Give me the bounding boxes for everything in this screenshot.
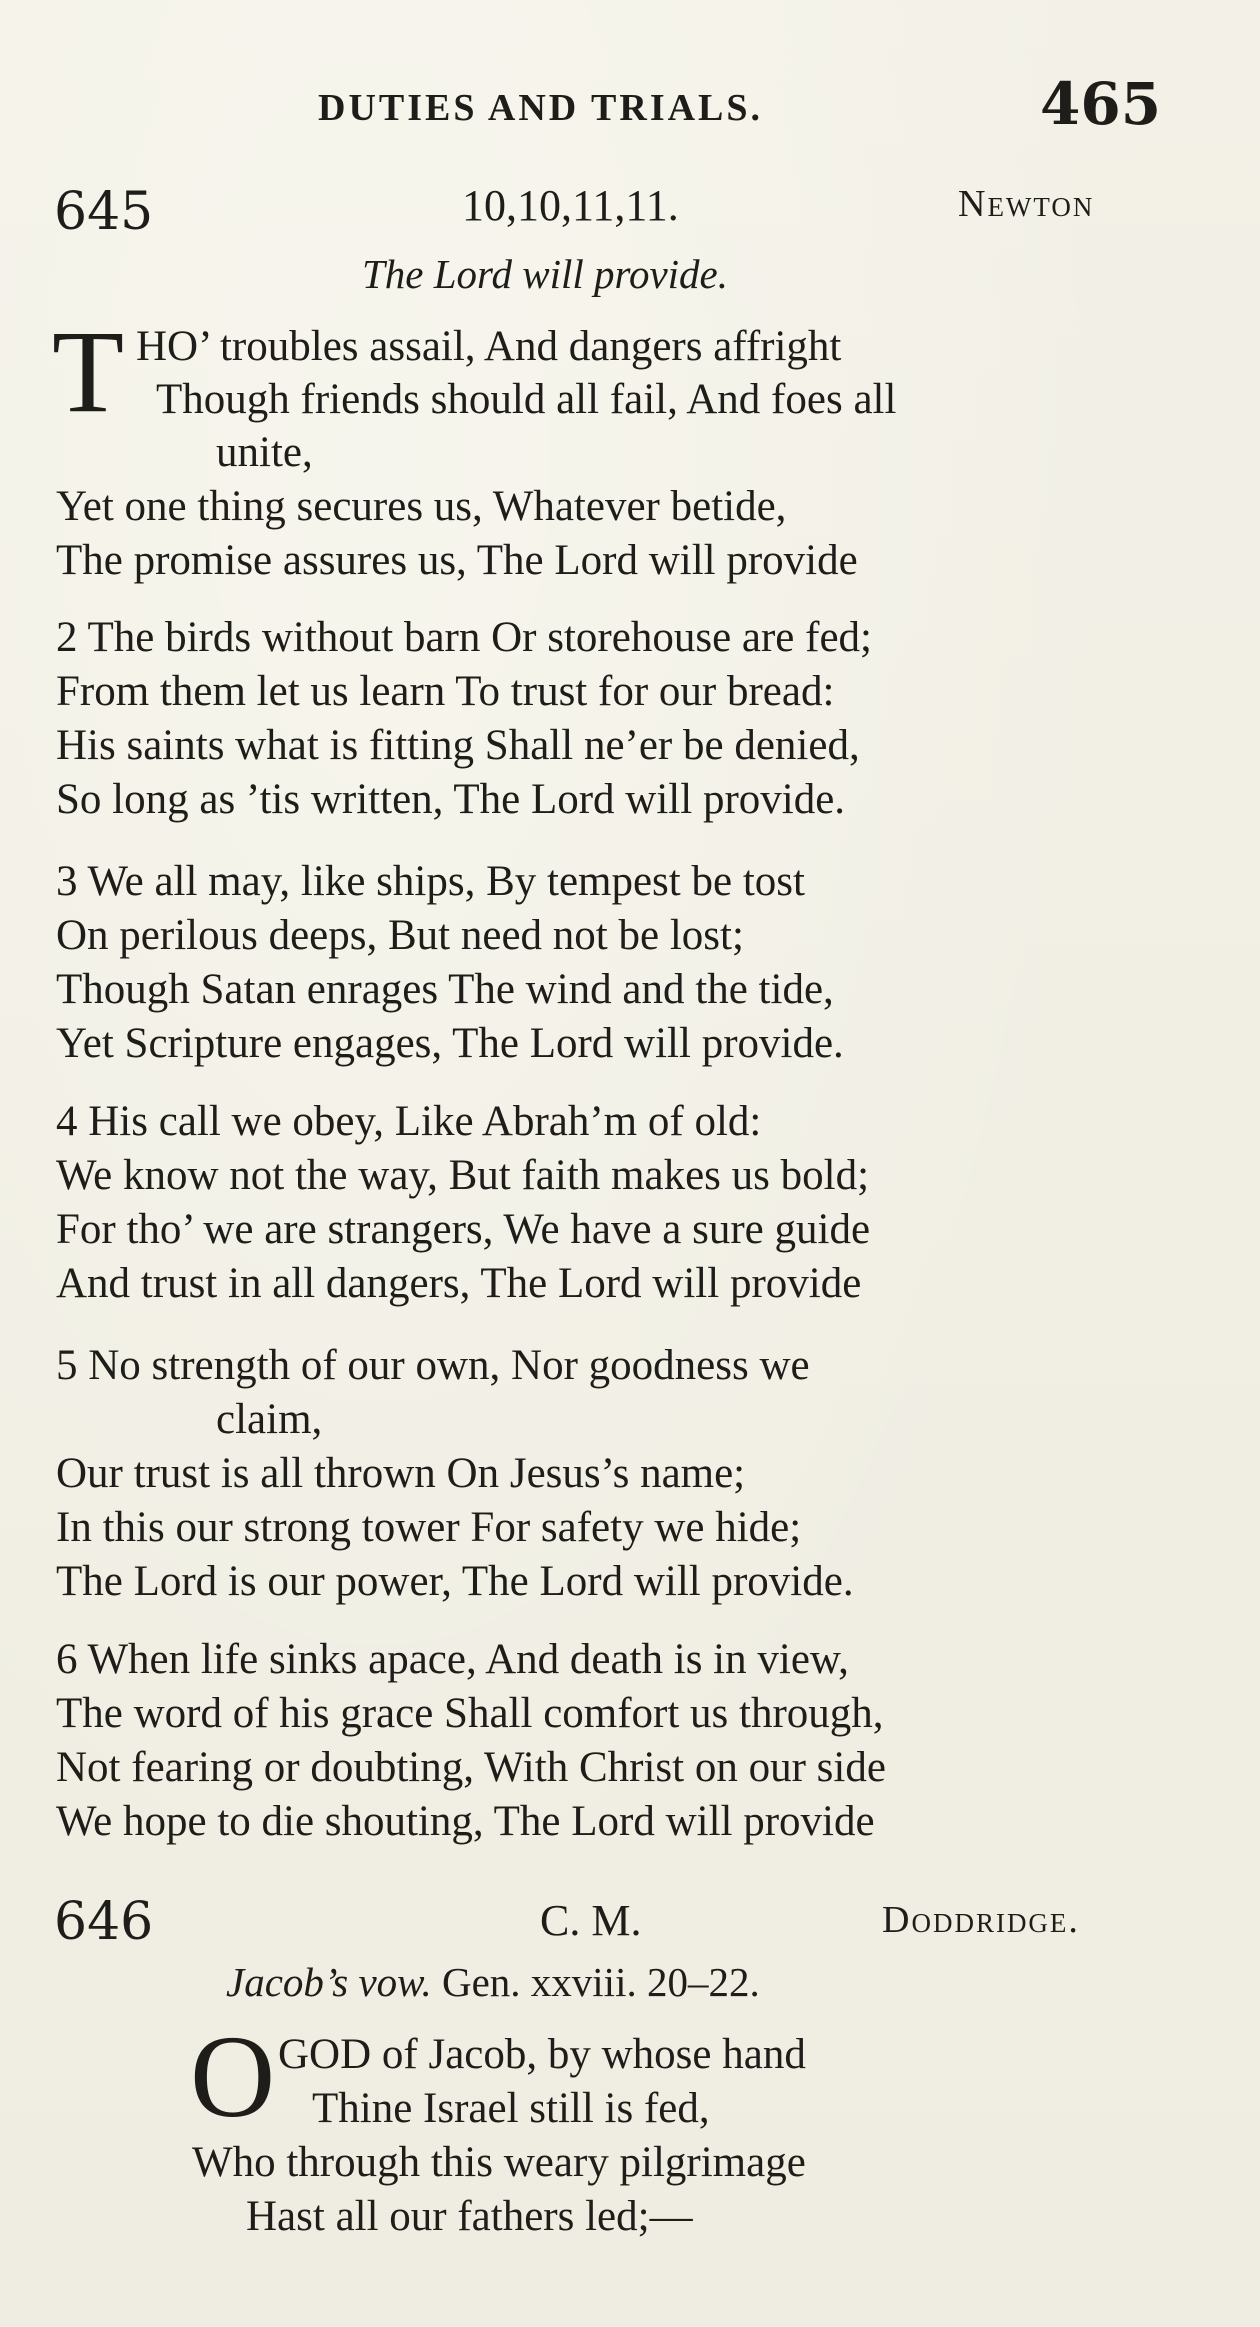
drop-cap: O — [190, 2011, 276, 2142]
hymn-tune: Newton — [958, 183, 1095, 225]
verse-line: Yet one thing secures us, Whatever betide, — [56, 483, 787, 530]
verse-line: claim, — [216, 1396, 323, 1443]
verse-line: Yet Scripture engages, The Lord will provide. — [56, 1020, 844, 1067]
verse-line: In this our strong tower For safety we hide; — [56, 1504, 802, 1551]
hymn-title-line — [226, 1958, 760, 2006]
hymn-meter: C. M. — [540, 1896, 642, 1945]
verse-line: We hope to die shouting, The Lord will provide — [56, 1798, 875, 1845]
verse-line: 6 When life sinks apace, And death is in view, — [56, 1636, 849, 1683]
hymn-number: 646 — [54, 1892, 154, 1952]
verse-line: unite, — [216, 429, 313, 476]
verse-line: The promise assures us, The Lord will provide — [56, 537, 858, 584]
drop-cap: T — [52, 306, 125, 437]
verse-line: For tho’ we are strangers, We have a sure guide — [56, 1206, 871, 1253]
verse-line: 3 We all may, like ships, By tempest be tost — [56, 858, 805, 905]
verse-line: Though friends should all fail, And foes all — [156, 376, 897, 423]
verse-line: On perilous deeps, But need not be lost; — [56, 912, 744, 959]
verse-line: Our trust is all thrown On Jesus’s name; — [56, 1450, 746, 1497]
verse-line: So long as ’tis written, The Lord will provide. — [56, 776, 846, 823]
verse-line: And trust in all dangers, The Lord will provide — [56, 1260, 862, 1307]
verse-line: The Lord is our power, The Lord will provide. — [56, 1558, 854, 1605]
verse-line: Though Satan enrages The wind and the tide, — [56, 966, 834, 1013]
hymn-number: 645 — [54, 182, 154, 242]
verse-line: Thine Israel still is fed, — [312, 2085, 710, 2132]
verse-line: Who through this weary pilgrimage — [192, 2139, 806, 2186]
verse-line: Hast all our fathers led;— — [246, 2193, 693, 2240]
verse-line: From them let us learn To trust for our bread: — [56, 668, 835, 715]
hymn-title: The Lord will provide. — [362, 251, 728, 297]
scripture-reference: Gen. xxviii. 20–22. — [441, 1959, 760, 2005]
hymn-meter: 10,10,11,11. — [462, 181, 679, 230]
hymn-tune: Doddridge. — [882, 1899, 1080, 1941]
verse-line: Not fearing or doubting, With Christ on our side — [56, 1744, 886, 1791]
verse-line: 5 No strength of our own, Nor goodness we — [56, 1342, 810, 1389]
verse-line: His saints what is fitting Shall ne’er be denied, — [56, 722, 860, 769]
verse-line: We know not the way, But faith makes us bold; — [56, 1152, 870, 1199]
verse-line: 2 The birds without barn Or storehouse are fed; — [56, 614, 872, 661]
hymn-title: Jacob’s vow. — [226, 1959, 432, 2005]
running-title: DUTIES AND TRIALS. — [318, 87, 764, 129]
verse-line: HO’ troubles assail, And dangers affright — [136, 323, 842, 370]
page-number: 465 — [1040, 70, 1162, 138]
verse-line: GOD of Jacob, by whose hand — [278, 2031, 806, 2078]
verse-line: The word of his grace Shall comfort us through, — [56, 1690, 884, 1737]
verse-line: 4 His call we obey, Like Abrah’m of old: — [56, 1098, 762, 1145]
